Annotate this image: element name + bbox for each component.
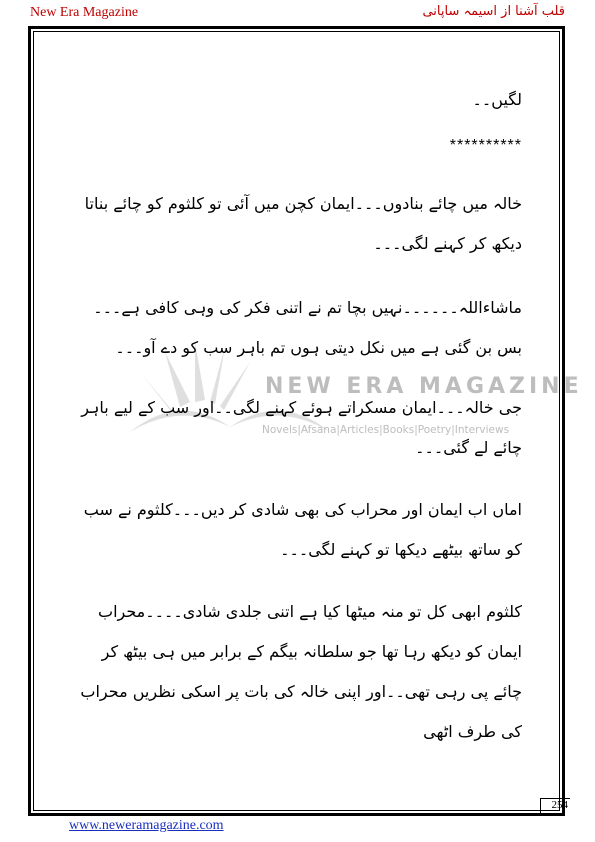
paragraph-2: خالہ میں چائے بنادوں۔۔۔ایمان کچن میں آئی تو کلثوم کو چائے بناتا دیکھ کر کہنے لگی۔۔۔ bbox=[84, 194, 522, 253]
paragraph-6: کلثوم ابھی کل تو منہ میٹھا کیا ہے اتنی جلدی شادی۔۔۔۔محراب ایمان کو دیکھ رہا تھا جو سلطانہ بیگم کے برابر میں ہی بیٹھ کر چائے پی رہی تھی۔۔اور اپنی خالہ کی بات پر اسکی نظریں محراب کی طرف اٹھی bbox=[80, 602, 522, 741]
page-number: 254 bbox=[540, 798, 570, 816]
magazine-title: New Era Magazine bbox=[30, 5, 139, 20]
paragraph-1: لگیں۔۔ bbox=[472, 90, 522, 109]
story-title: قلب آشنا از اسیمہ ساپانی bbox=[422, 4, 565, 19]
watermark-subtitle: Novels|Afsana|Articles|Books|Poetry|Interviews bbox=[262, 424, 510, 436]
paragraph-3: ماشاءاللہ۔۔۔۔۔۔نہیں بچا تم نے اتنی فکر کی وہی کافی ہے۔۔۔بس بن گئی ہے میں نکل دیتی ہوں تم باہر سب کو دے آو۔۔۔ bbox=[93, 298, 522, 357]
paragraph-4: جی خالہ۔۔۔ایمان مسکراتے ہوئے کہنے لگی۔۔اور سب کے لیے باہر چائے لے گئی۔۔۔ bbox=[81, 398, 522, 457]
website-link[interactable]: www.neweramagazine.com bbox=[69, 818, 224, 833]
watermark-title: NEW ERA MAGAZINE bbox=[265, 374, 583, 399]
paragraph-5: اماں اب ایمان اور محراب کی بھی شادی کر دیں۔۔۔کلثوم نے سب کو ساتھ بیٹھے دیکھا تو کہنے لگی۔۔۔ bbox=[83, 500, 522, 559]
section-separator: ********** bbox=[449, 137, 522, 154]
